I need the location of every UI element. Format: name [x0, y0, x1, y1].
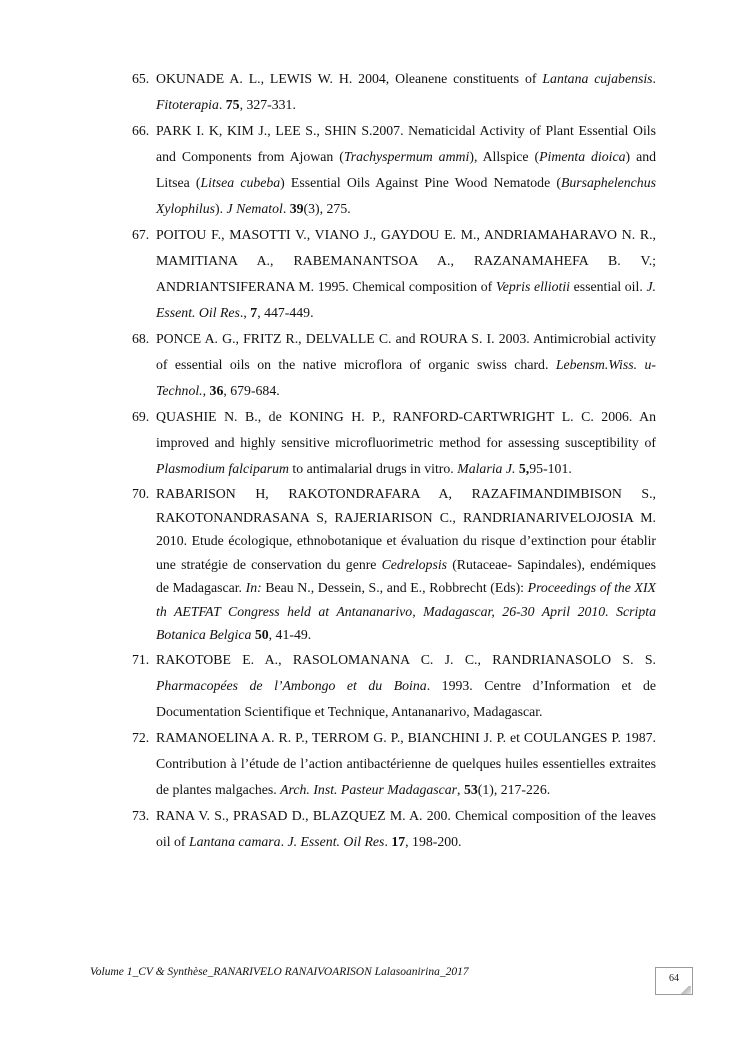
reference-italic-text: Cedrelopsis [381, 556, 448, 572]
reference-72 [132, 725, 656, 803]
reference-70 [132, 482, 656, 647]
reference-volume: 50 [254, 627, 269, 642]
reference-number: 69. [132, 409, 150, 424]
reference-text: . [652, 71, 656, 86]
reference-volume: 7 [250, 305, 258, 320]
reference-text: QUASHIE N. B., de KONING H. P., RANFORD-CARTWRIGHT L. C. 2006. An improved and highly sensitive microfluorimetric method for assessing susceptibility of [156, 409, 656, 450]
reference-text: . [384, 833, 392, 849]
page-number: 64 [655, 967, 693, 995]
reference-text: , 327-331. [239, 97, 296, 112]
reference-65 [132, 66, 656, 118]
reference-text: PONCE A. G., FRITZ R., DELVALLE C. and ROURA S. I. 2003. Antimicrobial activity of essential oils on the native microflora of organic swiss chard. [156, 331, 656, 372]
reference-number: 71. [132, 651, 150, 667]
reference-volume: 39 [289, 201, 304, 216]
reference-number: 73. [132, 807, 150, 823]
reference-number: 70. [132, 486, 150, 501]
reference-71 [132, 647, 656, 725]
reference-italic-text: Malaria J. [457, 461, 516, 476]
reference-text: ). [215, 201, 227, 216]
reference-italic-text: Pharmacopées de l’Ambongo et du Boina [156, 677, 427, 693]
reference-italic-text: Lantana cujabensis [542, 71, 653, 86]
reference-number: 68. [132, 331, 150, 346]
reference-volume: 53 [463, 781, 478, 797]
reference-text: POITOU F., MASOTTI V., VIANO J., GAYDOU E. M., ANDRIAMAHARAVO N. R., MAMITIANA A., RABEMANANTSOA A., RAZANAMAHEFA B. V.; ANDRIANTSIFERANA M. 1995. Chemical composition of [156, 227, 656, 294]
reference-text: ., [239, 305, 251, 320]
reference-italic-text: In: [245, 580, 262, 595]
reference-69 [132, 404, 656, 482]
reference-text: . [218, 97, 226, 112]
reference-text: , 198-200. [405, 833, 462, 849]
reference-text: ), Allspice ( [469, 149, 540, 164]
reference-number: 65. [132, 71, 150, 86]
reference-text: Beau N., Dessein, S., and E., Robbrecht (Eds): [261, 580, 528, 595]
reference-text: RANA V. S., PRASAD D., BLAZQUEZ M. A. 200. Chemical composition of the leaves oil of [156, 807, 656, 849]
reference-text: . [282, 201, 290, 216]
reference-italic-text: Pimenta dioica [539, 149, 626, 164]
reference-text: ) and Litsea ( [156, 149, 656, 190]
reference-volume: 5, [518, 461, 530, 476]
reference-text: , [457, 781, 464, 797]
reference-text: (Rutaceae- Sapindales), endémiques de Madagascar. [156, 556, 656, 595]
reference-italic-text: J. Essent. Oil Res [156, 279, 657, 320]
footer-text: Volume 1_CV & Synthèse_RANARIVELO RANAIVOARISON Lalasoanirina_2017 [90, 966, 469, 978]
reference-italic-text: Plasmodium falciparum [156, 461, 289, 476]
reference-italic-text: J. Essent. Oil Res [287, 833, 385, 849]
reference-text: , 447-449. [257, 305, 314, 320]
reference-text: , 679-684. [223, 383, 280, 398]
reference-text: , [202, 383, 210, 398]
reference-volume: 75 [225, 97, 240, 112]
reference-italic-text: Lantana camara [188, 833, 281, 849]
reference-volume: 36 [209, 383, 224, 398]
reference-text: essential oil. [570, 279, 647, 294]
reference-text: (1), 217-226. [477, 781, 551, 797]
reference-italic-text: Vepris elliotii [495, 279, 571, 294]
reference-italic-text: Proceedings of the XIX th AETFAT Congress held at Antananarivo, Madagascar, 26-30 April 2010. Scripta Botanica Belgica [156, 580, 656, 642]
reference-text: to antimalarial drugs in vitro. [288, 461, 458, 476]
reference-text: . [280, 833, 288, 849]
reference-italic-text: Litsea cubeba [200, 175, 281, 190]
reference-volume: 17 [391, 833, 406, 849]
reference-text: (3), 275. [303, 201, 351, 216]
reference-italic-text: Trachyspermum ammi [343, 149, 470, 164]
reference-number: 67. [132, 227, 150, 242]
reference-text: OKUNADE A. L., LEWIS W. H. 2004, Oleanene constituents of [156, 71, 543, 86]
reference-italic-text: Arch. Inst. Pasteur Madagascar [280, 781, 458, 797]
reference-number: 66. [132, 123, 150, 138]
reference-66 [132, 118, 656, 222]
reference-text: RABARISON H, RAKOTONDRAFARA A, RAZAFIMANDIMBISON S., RAKOTONANDRASANA S, RAJERIARISON C., RANDRIANARIVELOJOSIA M. 2010. Etude écologique, ethnobotanique et évaluation du risque d’extinction pour établir une stratégie de conservation du genre [156, 486, 656, 572]
reference-text: . 1993. Centre d’Information et de Documentation Scientifique et Technique, Antananarivo, Madagascar. [156, 677, 656, 719]
reference-number: 72. [132, 729, 150, 745]
reference-italic-text: Fitoterapia [156, 97, 219, 112]
reference-text: RAMANOELINA A. R. P., TERROM G. P., BIANCHINI J. P. et COULANGES P. 1987. Contribution à l’étude de l’action antibactérienne de quelques huiles essentielles extraites de plantes malgaches. [156, 729, 656, 797]
reference-text: ) Essential Oils Against Pine Wood Nematode ( [280, 175, 561, 190]
reference-italic-text: Bursaphelenchus Xylophilus [156, 175, 656, 216]
reference-text: , 41-49. [268, 627, 312, 642]
reference-italic-text: J Nematol [226, 201, 283, 216]
reference-text: RAKOTOBE E. A., RASOLOMANANA C. J. C., RANDRIANASOLO S. S. [156, 651, 656, 667]
reference-67 [132, 222, 656, 326]
reference-73 [132, 803, 656, 855]
reference-list [132, 66, 656, 855]
reference-68 [132, 326, 656, 404]
reference-text: 95-101. [529, 461, 572, 476]
reference-text: PARK I. K, KIM J., LEE S., SHIN S.2007. Nematicidal Activity of Plant Essential Oils and Components from Ajowan ( [156, 123, 656, 164]
reference-italic-text: Lebensm.Wiss. u-Technol. [156, 357, 656, 398]
